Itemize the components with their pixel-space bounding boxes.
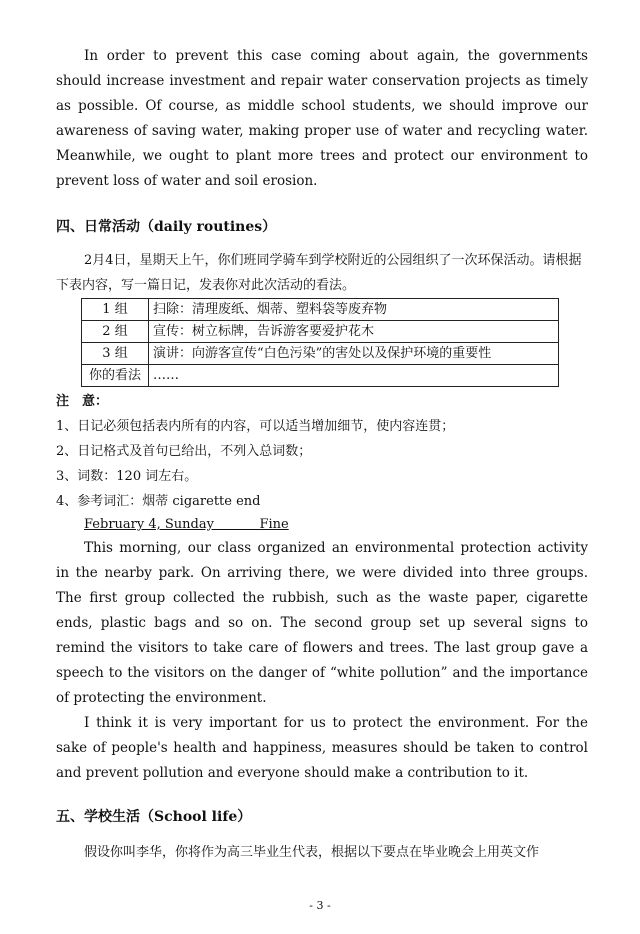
diary-header <box>84 514 588 536</box>
group-cell: 2 组 <box>82 321 149 343</box>
page-number: - 3 - <box>309 899 331 912</box>
task-cell: 演讲：向游客宣传“白色污染”的害处以及保护环境的重要性 <box>149 343 559 365</box>
task-cell: 扫除：清理废纸、烟蒂、塑料袋等废弃物 <box>149 299 559 321</box>
task-cell: 宣传：树立标牌，告诉游客要爱护花木 <box>149 321 559 343</box>
diary-paragraph-2: I think it is very important for us to protect the environment. For the sake of people's health and happiness, measures should be taken to control and prevent pollution and everyone should make a contribution to it. <box>56 715 588 781</box>
task-cell: …… <box>149 365 559 387</box>
table-row <box>82 321 559 343</box>
table-row <box>82 365 559 387</box>
document-page <box>56 44 588 865</box>
section5-heading: 五、学校生活（School life） <box>56 809 252 825</box>
note-item: 3、词数：120 词左右。 <box>56 469 198 484</box>
group-cell: 3 组 <box>82 343 149 365</box>
note-item: 4、参考词汇：烟蒂 cigarette end <box>56 494 261 509</box>
group-cell: 1 组 <box>82 299 149 321</box>
activity-table <box>81 298 559 387</box>
diary-weather: Fine <box>259 517 289 532</box>
table-row <box>82 299 559 321</box>
section4-heading: 四、日常活动（daily routines） <box>56 219 277 235</box>
note-item: 1、日记必须包括表内所有的内容，可以适当增加细节，使内容连贯； <box>56 419 455 434</box>
intro-paragraph: In order to prevent this case coming about again, the governments should increase investment and repair water conservation projects as timely as possible. Of course, as middle school students, we should improve our awareness of saving water, making proper use of water and recycling water. Meanwhile, we ought to plant more trees and protect our environment to prevent loss of water and soil erosion. <box>56 48 588 189</box>
group-cell: 你的看法 <box>82 365 149 387</box>
diary-paragraph-1: This morning, our class organized an environmental protection activity in the nearby park. On arriving there, we were divided into three groups. The first group collected the rubbish, such as the waste paper, cigarette ends, plastic bags and so on. The second group set up several signs to remind the visitors to take care of flowers and trees. The last group gave a speech to the visitors on the danger of “white pollution” and the importance of protecting the environment. <box>56 540 588 706</box>
section5-prompt: 假设你叫李华，你将作为高三毕业生代表，根据以下要点在毕业晚会上用英文作 <box>84 845 540 860</box>
diary-date: February 4, Sunday <box>84 517 214 532</box>
table-row <box>82 343 559 365</box>
section4-prompt: 2月4日，星期天上午，你们班同学骑车到学校附近的公园组织了一次环保活动。请根据下表内容，写一篇日记，发表你对此次活动的看法。 <box>56 253 582 293</box>
notes-title: 注 意： <box>56 394 109 409</box>
note-item: 2、日记格式及首句已给出，不列入总词数； <box>56 444 312 459</box>
